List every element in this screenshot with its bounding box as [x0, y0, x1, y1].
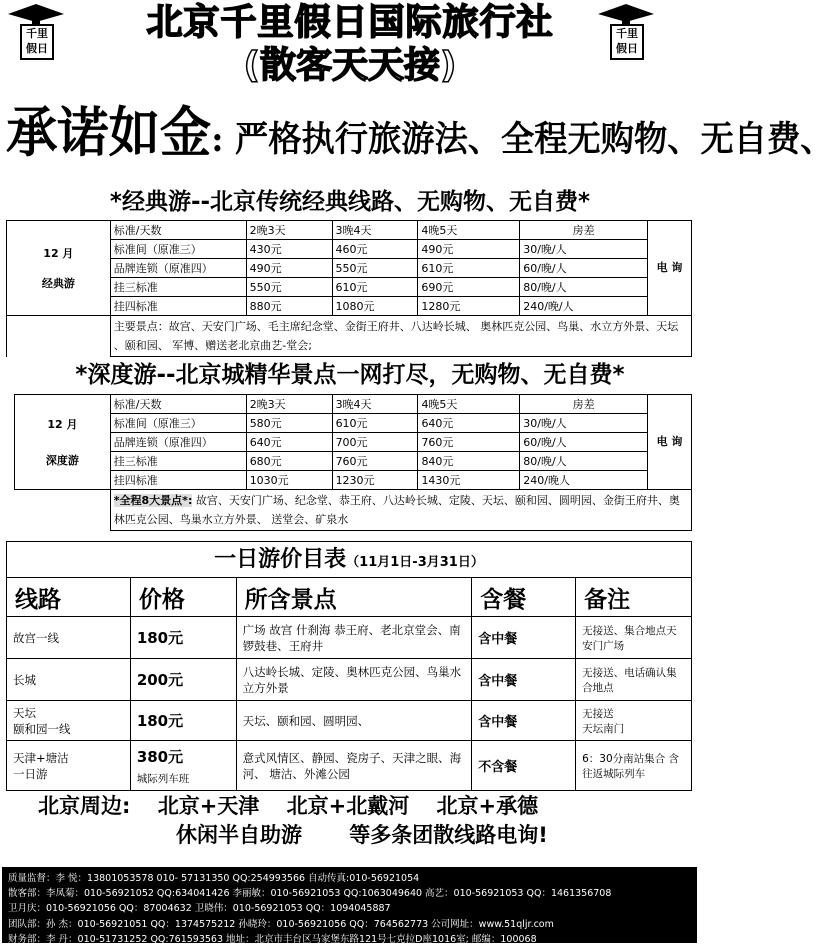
note-cell: 6：30分南站集合 含往返城际列车	[576, 741, 692, 791]
header-cell: 房差	[520, 395, 648, 414]
contact-footer	[2, 867, 697, 943]
table-cell: 1030元	[246, 471, 332, 490]
logo-text: 千里 假日	[610, 24, 644, 60]
footer-line: 团队部：孙 杰：010-56921051 QQ：1374575212 孙晓玲：010-56921056 QQ：764562773 公司网址：www.51qljr.com	[8, 918, 554, 930]
deep-price-table	[14, 394, 692, 531]
company-logo-left	[2, 2, 66, 60]
header-cell: 2晚3天	[246, 395, 332, 414]
table-header-row	[7, 578, 692, 617]
header-cell: 标准/天数	[110, 221, 246, 240]
table-cell: 550元	[246, 278, 332, 297]
price-cell	[130, 741, 236, 791]
table-row	[15, 414, 692, 433]
pledge-big: 承诺如金	[6, 100, 212, 164]
table-cell: 760元	[418, 433, 520, 452]
company-title: 北京千里假日国际旅行社	[146, 1, 554, 43]
table-row	[7, 659, 692, 701]
table-cell: 品牌连锁（原准四）	[110, 433, 246, 452]
table-cell: 880元	[246, 297, 332, 316]
table-cell: 30/晚/人	[520, 240, 648, 259]
table-cell: 550元	[332, 259, 418, 278]
table-cell	[15, 490, 111, 531]
table-cell: 1430元	[418, 471, 520, 490]
table-cell: 标准间（原准三）	[110, 414, 246, 433]
spots-cell: 意式风情区、静园、瓷房子、天津之眼、海河、 塘沽、外滩公园	[236, 741, 472, 791]
deep-spots	[110, 490, 691, 531]
meal-cell: 含中餐	[472, 617, 576, 659]
day-tour-heading: 一日游价目表	[214, 547, 347, 572]
table-cell: 挂三标准	[110, 452, 246, 471]
table-row	[7, 741, 692, 791]
pledge-rest: : 严格执行旅游法、全程无购物、无自费、	[211, 119, 834, 160]
header-cell: 4晚5天	[418, 395, 520, 414]
table-cell: 60/晚/人	[520, 433, 648, 452]
table-row	[7, 617, 692, 659]
call-for-price: 电 询	[648, 395, 692, 490]
route-cell: 故宫一线	[7, 617, 131, 659]
table-cell: 240/晚/人	[520, 297, 648, 316]
table-row	[15, 471, 692, 490]
month-cell	[15, 395, 111, 490]
table-cell: 640元	[246, 433, 332, 452]
meal-cell: 含中餐	[472, 659, 576, 701]
table-cell: 标准间（原准三）	[110, 240, 246, 259]
footer-line: 财务部：李 丹：010-51731252 QQ:761593563 地址：北京市丰台区马家堡东路121号七克拉D座1016室; 邮编：100068	[8, 933, 537, 945]
table-cell: 610元	[418, 259, 520, 278]
table-cell: 1080元	[332, 297, 418, 316]
table-cell: 1230元	[332, 471, 418, 490]
footer-line: 散客部：李凤菊：010-56921052 QQ:634041426 李丽敏：010-56921053 QQ:1063049640 高艺：010-56921053 QQ：1461356708	[8, 888, 612, 900]
spots-cell: 八达岭长城、定陵、奥林匹克公园、鸟巢水立方外景	[236, 659, 472, 701]
day-tour-period: （11月1日-3月31日）	[346, 555, 484, 570]
nearby-tours	[8, 792, 692, 850]
table-cell: 240/晚人	[520, 471, 648, 490]
table-cell: 80/晚/人	[520, 278, 648, 297]
price-cell: 180元	[130, 701, 236, 741]
table-cell: 430元	[246, 240, 332, 259]
table-cell: 挂四标准	[110, 471, 246, 490]
table-cell: 30/晚/人	[520, 414, 648, 433]
route-cell: 天津+塘沽 一日游	[7, 741, 131, 791]
table-cell: 840元	[418, 452, 520, 471]
table-row	[7, 221, 692, 240]
table-cell: 610元	[332, 278, 418, 297]
table-cell	[7, 316, 111, 357]
month-label: 12 月	[43, 247, 74, 260]
table-cell: 80/晚/人	[520, 452, 648, 471]
price-note: 城际列车班	[136, 772, 190, 785]
header-cell: 所含景点	[236, 578, 472, 617]
table-cell: 品牌连锁（原准四）	[110, 259, 246, 278]
table-cell: 490元	[246, 259, 332, 278]
table-cell: 610元	[332, 414, 418, 433]
header-cell: 2晚3天	[246, 221, 332, 240]
header-cell: 3晚4天	[332, 221, 418, 240]
call-for-price: 电 询	[648, 221, 692, 316]
note-cell: 无接送、电话确认集合地点	[576, 659, 692, 701]
header-cell: 价格	[130, 578, 236, 617]
table-row	[7, 701, 692, 741]
tour-name: 深度游	[45, 454, 79, 467]
table-row	[15, 490, 692, 531]
route-cell: 天坛 颐和园一线	[7, 701, 131, 741]
header-cell: 含餐	[472, 578, 576, 617]
footer-line: 卫月庆：010-56921056 QQ：87004632 卫晓伟：010-56921053 QQ：1094045887	[8, 903, 391, 915]
table-cell: 680元	[246, 452, 332, 471]
table-cell: 580元	[246, 414, 332, 433]
table-cell: 690元	[418, 278, 520, 297]
table-cell: 640元	[418, 414, 520, 433]
deep-banner: *深度游--北京城精华景点一网打尽，无购物、无自费*	[75, 362, 625, 388]
header-cell: 4晚5天	[418, 221, 520, 240]
route-cell: 长城	[7, 659, 131, 701]
table-cell: 700元	[332, 433, 418, 452]
header-cell: 标准/天数	[110, 395, 246, 414]
footer-line: 质量监督：李 悦：13801053578 010- 57131350 QQ:254993566 自动传真:010-56921054	[8, 873, 420, 884]
price-cell: 200元	[130, 659, 236, 701]
pledge-line	[6, 98, 834, 166]
day-tour-table	[6, 577, 692, 791]
table-cell: 挂四标准	[110, 297, 246, 316]
table-cell: 挂三标准	[110, 278, 246, 297]
classic-banner: *经典游--北京传统经典线路、无购物、无自费*	[109, 189, 591, 215]
table-row	[7, 316, 692, 357]
spots-text: 故宫、天安门广场、纪念堂、恭王府、八达岭长城、定陵、天坛、颐和园、圆明园、金街王府井、奥林匹克公园、鸟巢水立方外景、 送堂会、矿泉水	[113, 494, 680, 526]
nearby-line2: 休闲半自助游 等多条团散线路电询!	[176, 823, 548, 847]
meal-cell: 不含餐	[472, 741, 576, 791]
meal-cell: 含中餐	[472, 701, 576, 741]
table-cell: 760元	[332, 452, 418, 471]
note-cell: 无接送 天坛南门	[576, 701, 692, 741]
price-cell: 180元	[130, 617, 236, 659]
nearby-line1: 北京周边: 北京+天津 北京+北戴河 北京+承德	[38, 794, 539, 818]
header-cell: 线路	[7, 578, 131, 617]
table-cell: 60/晚/人	[520, 259, 648, 278]
logo-text: 千里 假日	[20, 24, 54, 60]
header-cell: 房差	[520, 221, 648, 240]
spots-cell: 广场 故宫 什刹海 恭王府、老北京堂会、南锣鼓巷、王府井	[236, 617, 472, 659]
table-row	[15, 452, 692, 471]
classic-price-table	[6, 220, 692, 357]
spots-label: *全程8大景点*:	[113, 494, 193, 507]
spots-cell: 天坛、颐和园、圆明园、	[236, 701, 472, 741]
subtitle: (散客天天接)	[243, 45, 457, 86]
table-cell: 490元	[418, 240, 520, 259]
price-value: 380元	[136, 747, 184, 766]
header-cell: 备注	[576, 578, 692, 617]
month-label: 12 月	[47, 418, 78, 431]
table-row	[15, 395, 692, 414]
table-cell: 460元	[332, 240, 418, 259]
tour-name: 经典游	[41, 277, 75, 290]
month-cell	[7, 221, 111, 316]
table-cell: 1280元	[418, 297, 520, 316]
table-row	[15, 433, 692, 452]
classic-spots: 主要景点：故宫、天安门广场、毛主席纪念堂、金街王府井、八达岭长城、 奥林匹克公园、鸟巢、水立方外景、天坛 、颐和园、 军博、赠送老北京曲艺-堂会;	[110, 316, 691, 357]
header-cell: 3晚4天	[332, 395, 418, 414]
day-tour-title	[6, 541, 692, 577]
note-cell: 无接送、集合地点天安门广场	[576, 617, 692, 659]
